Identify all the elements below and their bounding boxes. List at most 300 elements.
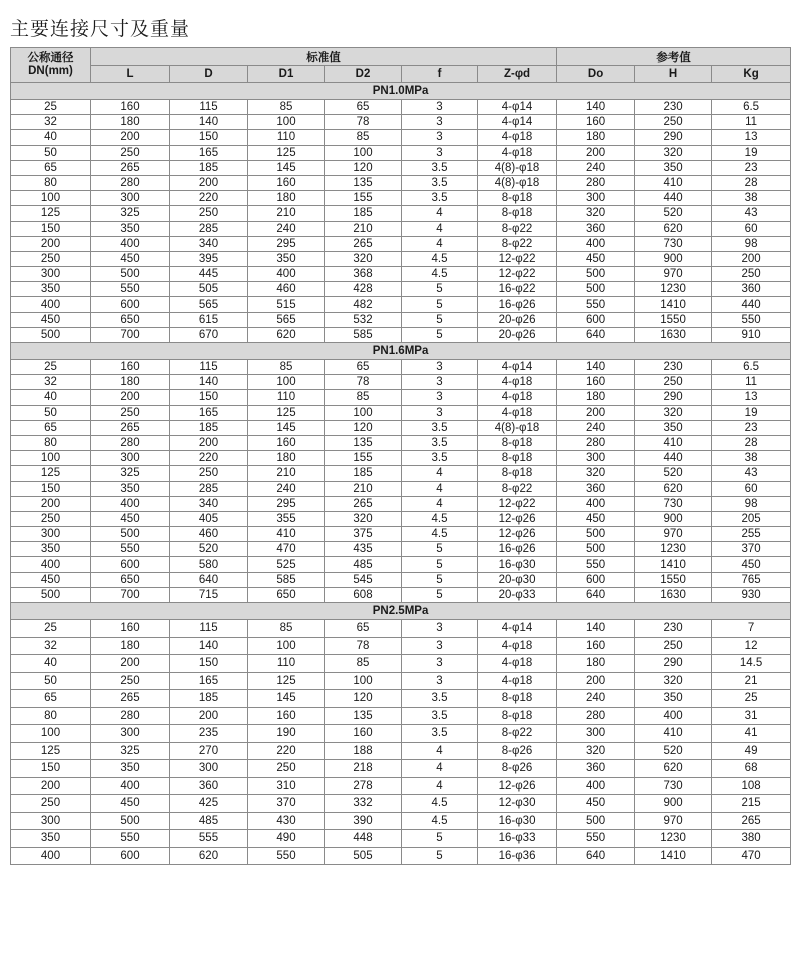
table-row [11, 282, 791, 297]
value-cell: 600 [557, 572, 635, 587]
value-cell: 730 [635, 236, 712, 251]
value-cell: 200 [557, 672, 635, 690]
value-cell: 620 [635, 481, 712, 496]
value-cell: 4 [402, 481, 478, 496]
value-cell: 600 [91, 557, 170, 572]
value-cell: 5 [402, 587, 478, 602]
value-cell: 3.5 [402, 420, 478, 435]
dn-cell: 350 [11, 830, 91, 848]
value-cell: 450 [91, 511, 170, 526]
value-cell: 445 [170, 267, 248, 282]
value-cell: 185 [170, 690, 248, 708]
value-cell: 280 [91, 175, 170, 190]
value-cell: 155 [325, 191, 402, 206]
value-cell: 20-φ26 [478, 327, 557, 342]
dn-cell: 125 [11, 466, 91, 481]
value-cell: 550 [248, 847, 325, 865]
value-cell: 3.5 [402, 690, 478, 708]
value-cell: 20-φ26 [478, 312, 557, 327]
value-cell: 325 [91, 466, 170, 481]
value-cell: 185 [170, 420, 248, 435]
value-cell: 550 [91, 542, 170, 557]
value-cell: 440 [635, 451, 712, 466]
value-cell: 300 [91, 725, 170, 743]
value-cell: 320 [635, 145, 712, 160]
dn-cell: 200 [11, 496, 91, 511]
value-cell: 210 [325, 481, 402, 496]
value-cell: 350 [635, 420, 712, 435]
value-cell: 5 [402, 327, 478, 342]
value-cell: 145 [248, 160, 325, 175]
value-cell: 1230 [635, 542, 712, 557]
value-cell: 3.5 [402, 451, 478, 466]
table-row [11, 115, 791, 130]
dn-cell: 200 [11, 777, 91, 795]
value-cell: 135 [325, 707, 402, 725]
value-cell: 400 [91, 777, 170, 795]
value-cell: 100 [325, 405, 402, 420]
value-cell: 8-φ18 [478, 690, 557, 708]
value-cell: 145 [248, 420, 325, 435]
table-row [11, 742, 791, 760]
dn-cell: 40 [11, 130, 91, 145]
value-cell: 160 [91, 620, 170, 638]
dn-header: 公称通径DN(mm) [11, 48, 91, 83]
table-row [11, 100, 791, 115]
value-cell: 240 [248, 481, 325, 496]
dn-cell: 150 [11, 760, 91, 778]
value-cell: 435 [325, 542, 402, 557]
dn-cell: 80 [11, 435, 91, 450]
dn-cell: 25 [11, 100, 91, 115]
value-cell: 910 [712, 327, 791, 342]
dn-cell: 65 [11, 160, 91, 175]
dn-cell: 350 [11, 282, 91, 297]
value-cell: 265 [91, 420, 170, 435]
value-cell: 505 [325, 847, 402, 865]
value-cell: 11 [712, 375, 791, 390]
value-cell: 460 [170, 527, 248, 542]
value-cell: 970 [635, 527, 712, 542]
value-cell: 115 [170, 100, 248, 115]
value-cell: 515 [248, 297, 325, 312]
value-cell: 490 [248, 830, 325, 848]
value-cell: 19 [712, 145, 791, 160]
value-cell: 450 [557, 511, 635, 526]
value-cell: 205 [712, 511, 791, 526]
column-header-row [11, 66, 791, 83]
value-cell: 49 [712, 742, 791, 760]
value-cell: 78 [325, 375, 402, 390]
value-cell: 65 [325, 620, 402, 638]
value-cell: 430 [248, 812, 325, 830]
value-cell: 265 [91, 160, 170, 175]
value-cell: 220 [170, 451, 248, 466]
table-row [11, 297, 791, 312]
value-cell: 4.5 [402, 812, 478, 830]
value-cell: 8-φ18 [478, 435, 557, 450]
value-cell: 240 [557, 690, 635, 708]
dn-cell: 100 [11, 725, 91, 743]
value-cell: 200 [170, 707, 248, 725]
value-cell: 6.5 [712, 360, 791, 375]
value-cell: 185 [170, 160, 248, 175]
value-cell: 110 [248, 655, 325, 673]
value-cell: 4.5 [402, 251, 478, 266]
value-cell: 12-φ30 [478, 795, 557, 813]
value-cell: 31 [712, 707, 791, 725]
value-cell: 300 [170, 760, 248, 778]
dn-cell: 500 [11, 587, 91, 602]
value-cell: 425 [170, 795, 248, 813]
value-cell: 12-φ26 [478, 527, 557, 542]
value-cell: 400 [557, 236, 635, 251]
value-cell: 8-φ22 [478, 481, 557, 496]
value-cell: 98 [712, 496, 791, 511]
table-row [11, 175, 791, 190]
dn-cell: 450 [11, 312, 91, 327]
value-cell: 400 [557, 496, 635, 511]
value-cell: 325 [91, 742, 170, 760]
value-cell: 3.5 [402, 191, 478, 206]
value-cell: 640 [170, 572, 248, 587]
value-cell: 12-φ22 [478, 267, 557, 282]
value-cell: 125 [248, 672, 325, 690]
value-cell: 350 [248, 251, 325, 266]
value-cell: 140 [557, 360, 635, 375]
value-cell: 8-φ22 [478, 221, 557, 236]
column-header: f [402, 66, 478, 83]
value-cell: 285 [170, 481, 248, 496]
value-cell: 28 [712, 435, 791, 450]
value-cell: 180 [91, 375, 170, 390]
value-cell: 218 [325, 760, 402, 778]
pressure-class-label: PN1.0MPa [11, 83, 791, 100]
value-cell: 250 [635, 115, 712, 130]
value-cell: 20-φ33 [478, 587, 557, 602]
value-cell: 100 [248, 637, 325, 655]
table-row [11, 327, 791, 342]
value-cell: 155 [325, 451, 402, 466]
table-row [11, 481, 791, 496]
table-row [11, 312, 791, 327]
value-cell: 200 [170, 175, 248, 190]
value-cell: 900 [635, 795, 712, 813]
value-cell: 220 [170, 191, 248, 206]
table-row [11, 451, 791, 466]
value-cell: 300 [557, 725, 635, 743]
table-row [11, 206, 791, 221]
value-cell: 300 [91, 191, 170, 206]
value-cell: 650 [91, 572, 170, 587]
table-row [11, 707, 791, 725]
value-cell: 250 [170, 206, 248, 221]
value-cell: 500 [557, 542, 635, 557]
value-cell: 8-φ18 [478, 707, 557, 725]
value-cell: 200 [91, 655, 170, 673]
value-cell: 370 [712, 542, 791, 557]
value-cell: 5 [402, 297, 478, 312]
value-cell: 12 [712, 637, 791, 655]
value-cell: 180 [248, 191, 325, 206]
dn-cell: 40 [11, 390, 91, 405]
value-cell: 390 [325, 812, 402, 830]
value-cell: 68 [712, 760, 791, 778]
table-row [11, 725, 791, 743]
value-cell: 730 [635, 777, 712, 795]
value-cell: 43 [712, 206, 791, 221]
value-cell: 13 [712, 130, 791, 145]
value-cell: 350 [635, 160, 712, 175]
value-cell: 300 [557, 191, 635, 206]
value-cell: 970 [635, 267, 712, 282]
value-cell: 4 [402, 760, 478, 778]
value-cell: 16-φ22 [478, 282, 557, 297]
value-cell: 3 [402, 100, 478, 115]
value-cell: 140 [170, 637, 248, 655]
table-row [11, 390, 791, 405]
dn-cell: 450 [11, 572, 91, 587]
value-cell: 500 [557, 267, 635, 282]
dn-cell: 300 [11, 812, 91, 830]
value-cell: 265 [325, 496, 402, 511]
value-cell: 250 [91, 405, 170, 420]
table-row [11, 496, 791, 511]
value-cell: 25 [712, 690, 791, 708]
value-cell: 210 [248, 466, 325, 481]
value-cell: 200 [712, 251, 791, 266]
value-cell: 3.5 [402, 175, 478, 190]
value-cell: 410 [248, 527, 325, 542]
value-cell: 160 [557, 115, 635, 130]
value-cell: 500 [91, 812, 170, 830]
dn-cell: 250 [11, 511, 91, 526]
value-cell: 380 [712, 830, 791, 848]
value-cell: 140 [557, 100, 635, 115]
value-cell: 3 [402, 672, 478, 690]
dn-cell: 25 [11, 360, 91, 375]
value-cell: 180 [91, 637, 170, 655]
value-cell: 585 [248, 572, 325, 587]
value-cell: 240 [248, 221, 325, 236]
value-cell: 1550 [635, 572, 712, 587]
value-cell: 150 [170, 655, 248, 673]
value-cell: 360 [557, 760, 635, 778]
value-cell: 700 [91, 587, 170, 602]
value-cell: 1410 [635, 557, 712, 572]
table-row [11, 360, 791, 375]
value-cell: 320 [635, 672, 712, 690]
value-cell: 8-φ18 [478, 466, 557, 481]
value-cell: 250 [170, 466, 248, 481]
value-cell: 3 [402, 360, 478, 375]
value-cell: 350 [635, 690, 712, 708]
table-row [11, 637, 791, 655]
value-cell: 325 [91, 206, 170, 221]
value-cell: 4-φ18 [478, 145, 557, 160]
value-cell: 320 [635, 405, 712, 420]
value-cell: 5 [402, 542, 478, 557]
value-cell: 100 [325, 672, 402, 690]
value-cell: 16-φ30 [478, 557, 557, 572]
value-cell: 280 [557, 435, 635, 450]
value-cell: 520 [170, 542, 248, 557]
dn-cell: 200 [11, 236, 91, 251]
value-cell: 16-φ33 [478, 830, 557, 848]
value-cell: 21 [712, 672, 791, 690]
table-row [11, 777, 791, 795]
value-cell: 4-φ18 [478, 672, 557, 690]
value-cell: 65 [325, 360, 402, 375]
value-cell: 250 [91, 672, 170, 690]
value-cell: 250 [635, 637, 712, 655]
value-cell: 38 [712, 191, 791, 206]
table-row [11, 267, 791, 282]
value-cell: 400 [557, 777, 635, 795]
value-cell: 265 [325, 236, 402, 251]
table-row [11, 466, 791, 481]
value-cell: 200 [557, 405, 635, 420]
value-cell: 550 [712, 312, 791, 327]
table-row [11, 145, 791, 160]
value-cell: 160 [248, 175, 325, 190]
table-row [11, 655, 791, 673]
value-cell: 350 [91, 760, 170, 778]
value-cell: 145 [248, 690, 325, 708]
value-cell: 265 [712, 812, 791, 830]
value-cell: 8-φ18 [478, 206, 557, 221]
value-cell: 188 [325, 742, 402, 760]
value-cell: 4-φ18 [478, 130, 557, 145]
value-cell: 85 [248, 100, 325, 115]
dimension-weight-table [10, 47, 791, 865]
value-cell: 450 [712, 557, 791, 572]
value-cell: 295 [248, 496, 325, 511]
value-cell: 3 [402, 405, 478, 420]
value-cell: 600 [91, 847, 170, 865]
value-cell: 14.5 [712, 655, 791, 673]
table-row [11, 160, 791, 175]
value-cell: 585 [325, 327, 402, 342]
table-row [11, 251, 791, 266]
value-cell: 650 [248, 587, 325, 602]
pressure-class-label: PN2.5MPa [11, 603, 791, 620]
value-cell: 550 [557, 830, 635, 848]
value-cell: 485 [170, 812, 248, 830]
value-cell: 4(8)-φ18 [478, 175, 557, 190]
dn-cell: 80 [11, 707, 91, 725]
value-cell: 600 [557, 312, 635, 327]
value-cell: 165 [170, 672, 248, 690]
value-cell: 970 [635, 812, 712, 830]
value-cell: 460 [248, 282, 325, 297]
value-cell: 215 [712, 795, 791, 813]
value-cell: 500 [557, 812, 635, 830]
value-cell: 135 [325, 435, 402, 450]
table-row [11, 527, 791, 542]
value-cell: 360 [170, 777, 248, 795]
value-cell: 12-φ22 [478, 251, 557, 266]
value-cell: 4 [402, 777, 478, 795]
value-cell: 355 [248, 511, 325, 526]
value-cell: 38 [712, 451, 791, 466]
pressure-class-label: PN1.6MPa [11, 343, 791, 360]
value-cell: 550 [91, 830, 170, 848]
value-cell: 620 [635, 760, 712, 778]
value-cell: 8-φ26 [478, 760, 557, 778]
value-cell: 320 [557, 466, 635, 481]
value-cell: 4-φ14 [478, 100, 557, 115]
value-cell: 360 [712, 282, 791, 297]
column-header: D2 [325, 66, 402, 83]
value-cell: 160 [91, 100, 170, 115]
value-cell: 160 [248, 435, 325, 450]
value-cell: 16-φ30 [478, 812, 557, 830]
value-cell: 3.5 [402, 725, 478, 743]
value-cell: 280 [557, 175, 635, 190]
value-cell: 110 [248, 390, 325, 405]
value-cell: 400 [635, 707, 712, 725]
value-cell: 4 [402, 221, 478, 236]
value-cell: 3 [402, 620, 478, 638]
dn-cell: 400 [11, 847, 91, 865]
value-cell: 140 [170, 375, 248, 390]
value-cell: 360 [557, 481, 635, 496]
value-cell: 340 [170, 236, 248, 251]
value-cell: 85 [248, 360, 325, 375]
value-cell: 520 [635, 206, 712, 221]
value-cell: 4(8)-φ18 [478, 420, 557, 435]
table-row [11, 847, 791, 865]
table-row [11, 620, 791, 638]
value-cell: 4-φ14 [478, 115, 557, 130]
value-cell: 265 [91, 690, 170, 708]
value-cell: 410 [635, 725, 712, 743]
value-cell: 280 [557, 707, 635, 725]
value-cell: 350 [91, 481, 170, 496]
value-cell: 185 [325, 466, 402, 481]
value-cell: 360 [557, 221, 635, 236]
dn-cell: 350 [11, 542, 91, 557]
value-cell: 65 [325, 100, 402, 115]
value-cell: 640 [557, 327, 635, 342]
standard-values-header: 标准值 [91, 48, 557, 66]
value-cell: 650 [91, 312, 170, 327]
dn-cell: 300 [11, 527, 91, 542]
value-cell: 400 [91, 496, 170, 511]
value-cell: 28 [712, 175, 791, 190]
value-cell: 3 [402, 375, 478, 390]
value-cell: 500 [91, 267, 170, 282]
value-cell: 3.5 [402, 435, 478, 450]
column-header: L [91, 66, 170, 83]
table-row [11, 511, 791, 526]
value-cell: 600 [91, 297, 170, 312]
value-cell: 4(8)-φ18 [478, 160, 557, 175]
dn-cell: 65 [11, 690, 91, 708]
value-cell: 85 [325, 390, 402, 405]
value-cell: 410 [635, 435, 712, 450]
value-cell: 500 [557, 282, 635, 297]
dn-cell: 32 [11, 375, 91, 390]
value-cell: 320 [325, 251, 402, 266]
table-body [11, 83, 791, 865]
value-cell: 4 [402, 742, 478, 760]
value-cell: 5 [402, 312, 478, 327]
value-cell: 5 [402, 557, 478, 572]
value-cell: 310 [248, 777, 325, 795]
value-cell: 765 [712, 572, 791, 587]
